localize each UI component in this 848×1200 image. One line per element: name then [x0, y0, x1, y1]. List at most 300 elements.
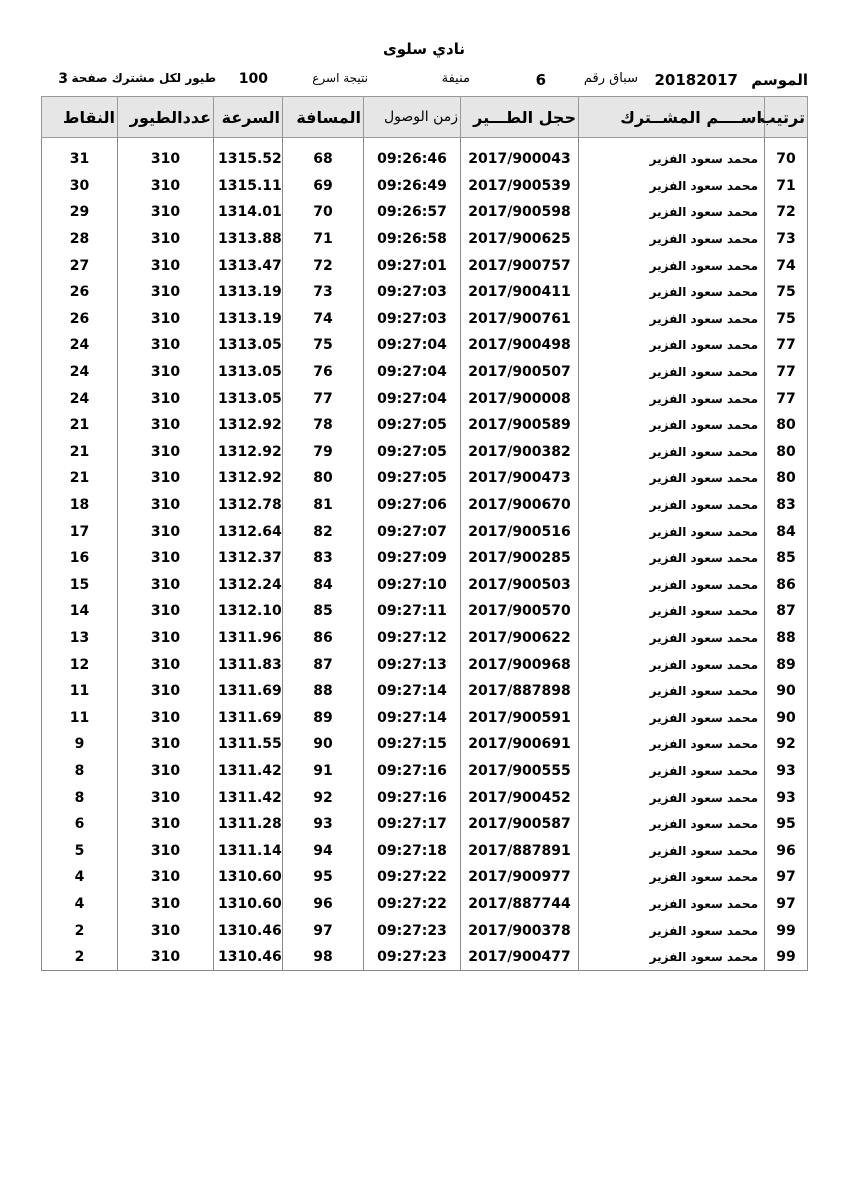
cell-rank: 90 [765, 704, 808, 731]
cell-ring: 2017/900452 [461, 784, 579, 811]
cell-rank: 83 [765, 492, 808, 519]
cell-ring: 2017/900008 [461, 385, 579, 412]
cell-rank: 77 [765, 332, 808, 359]
table-row [42, 811, 808, 838]
cell-participant-name: محمد سعود الفزير [579, 518, 765, 545]
cell-speed: 1311.83 [214, 651, 283, 678]
cell-participant-name: محمد سعود الفزير [579, 784, 765, 811]
table-row [42, 917, 808, 944]
cell-points: 4 [42, 864, 118, 891]
cell-distance: 78 [283, 412, 364, 439]
table-row [42, 944, 808, 971]
cell-rank: 80 [765, 465, 808, 492]
cell-points: 28 [42, 226, 118, 253]
cell-arrival-time: 09:27:22 [364, 864, 461, 891]
cell-arrival-time: 09:27:06 [364, 492, 461, 519]
cell-ring: 2017/900691 [461, 731, 579, 758]
cell-bird-count: 310 [118, 173, 214, 200]
cell-points: 29 [42, 199, 118, 226]
cell-bird-count: 310 [118, 412, 214, 439]
cell-bird-count: 310 [118, 731, 214, 758]
cell-ring: 2017/900625 [461, 226, 579, 253]
cell-points: 9 [42, 731, 118, 758]
cell-ring: 2017/900498 [461, 332, 579, 359]
table-row [42, 412, 808, 439]
table-row [42, 864, 808, 891]
cell-speed: 1313.05 [214, 359, 283, 386]
cell-speed: 1315.52 [214, 146, 283, 173]
cell-points: 11 [42, 678, 118, 705]
cell-participant-name: محمد سعود الفزير [579, 226, 765, 253]
cell-bird-count: 310 [118, 811, 214, 838]
cell-rank: 97 [765, 891, 808, 918]
cell-speed: 1312.92 [214, 439, 283, 466]
cell-speed: 1311.42 [214, 758, 283, 785]
cell-ring: 2017/900570 [461, 598, 579, 625]
cell-bird-count: 310 [118, 252, 214, 279]
cell-rank: 95 [765, 811, 808, 838]
cell-rank: 84 [765, 518, 808, 545]
cell-arrival-time: 09:27:15 [364, 731, 461, 758]
table-row [42, 598, 808, 625]
cell-arrival-time: 09:27:05 [364, 439, 461, 466]
cell-arrival-time: 09:27:16 [364, 758, 461, 785]
cell-speed: 1310.46 [214, 917, 283, 944]
table-row [42, 146, 808, 173]
race-label: سباق رقم [583, 71, 638, 86]
cell-arrival-time: 09:27:03 [364, 306, 461, 333]
cell-participant-name: محمد سعود الفزير [579, 864, 765, 891]
cell-arrival-time: 09:27:17 [364, 811, 461, 838]
cell-speed: 1313.05 [214, 385, 283, 412]
cell-distance: 95 [283, 864, 364, 891]
cell-bird-count: 310 [118, 572, 214, 599]
cell-arrival-time: 09:27:23 [364, 944, 461, 971]
cell-arrival-time: 09:27:09 [364, 545, 461, 572]
race-info-bar [40, 71, 808, 91]
cell-participant-name: محمد سعود الفزير [579, 332, 765, 359]
season-value: 20182017 [654, 71, 738, 89]
cell-rank: 77 [765, 359, 808, 386]
cell-participant-name: محمد سعود الفزير [579, 173, 765, 200]
cell-ring: 2017/900977 [461, 864, 579, 891]
cell-distance: 70 [283, 199, 364, 226]
cell-arrival-time: 09:27:04 [364, 359, 461, 386]
table-row [42, 891, 808, 918]
cell-ring: 2017/887891 [461, 837, 579, 864]
cell-points: 14 [42, 598, 118, 625]
cell-rank: 80 [765, 439, 808, 466]
cell-distance: 97 [283, 917, 364, 944]
cell-speed: 1311.28 [214, 811, 283, 838]
cell-bird-count: 310 [118, 492, 214, 519]
cell-points: 27 [42, 252, 118, 279]
cell-ring: 2017/900382 [461, 439, 579, 466]
cell-participant-name: محمد سعود الفزير [579, 306, 765, 333]
spacer-row [42, 138, 808, 147]
cell-participant-name: محمد سعود الفزير [579, 598, 765, 625]
cell-points: 24 [42, 332, 118, 359]
cell-speed: 1311.42 [214, 784, 283, 811]
cell-bird-count: 310 [118, 226, 214, 253]
cell-ring: 2017/900587 [461, 811, 579, 838]
cell-ring: 2017/900378 [461, 917, 579, 944]
cell-participant-name: محمد سعود الفزير [579, 492, 765, 519]
cell-points: 2 [42, 944, 118, 971]
cell-arrival-time: 09:27:05 [364, 465, 461, 492]
cell-arrival-time: 09:26:49 [364, 173, 461, 200]
col-rank: ترتيب [765, 97, 808, 138]
table-row [42, 731, 808, 758]
cell-points: 16 [42, 545, 118, 572]
cell-rank: 99 [765, 944, 808, 971]
cell-rank: 90 [765, 678, 808, 705]
cell-bird-count: 310 [118, 439, 214, 466]
table-row [42, 199, 808, 226]
table-row [42, 784, 808, 811]
cell-points: 24 [42, 359, 118, 386]
cell-arrival-time: 09:27:14 [364, 678, 461, 705]
cell-points: 11 [42, 704, 118, 731]
cell-ring: 2017/900507 [461, 359, 579, 386]
cell-ring: 2017/900622 [461, 625, 579, 652]
cell-points: 26 [42, 306, 118, 333]
cell-participant-name: محمد سعود الفزير [579, 651, 765, 678]
cell-rank: 75 [765, 279, 808, 306]
cell-speed: 1313.19 [214, 279, 283, 306]
cell-rank: 89 [765, 651, 808, 678]
cell-participant-name: محمد سعود الفزير [579, 439, 765, 466]
cell-participant-name: محمد سعود الفزير [579, 837, 765, 864]
cell-arrival-time: 09:27:03 [364, 279, 461, 306]
race-location: منيفة [441, 71, 470, 86]
cell-arrival-time: 09:27:05 [364, 412, 461, 439]
cell-bird-count: 310 [118, 891, 214, 918]
cell-rank: 93 [765, 784, 808, 811]
cell-distance: 82 [283, 518, 364, 545]
table-row [42, 359, 808, 386]
cell-arrival-time: 09:27:22 [364, 891, 461, 918]
cell-bird-count: 310 [118, 359, 214, 386]
cell-rank: 74 [765, 252, 808, 279]
col-points: النقاط [42, 97, 118, 138]
cell-arrival-time: 09:27:04 [364, 332, 461, 359]
cell-bird-count: 310 [118, 465, 214, 492]
cell-points: 8 [42, 758, 118, 785]
cell-distance: 73 [283, 279, 364, 306]
cell-ring: 2017/900589 [461, 412, 579, 439]
cell-arrival-time: 09:27:04 [364, 385, 461, 412]
col-speed: السرعة [214, 97, 283, 138]
cell-arrival-time: 09:27:13 [364, 651, 461, 678]
cell-speed: 1312.92 [214, 412, 283, 439]
cell-bird-count: 310 [118, 704, 214, 731]
cell-distance: 77 [283, 385, 364, 412]
cell-rank: 80 [765, 412, 808, 439]
cell-distance: 81 [283, 492, 364, 519]
cell-bird-count: 310 [118, 917, 214, 944]
cell-participant-name: محمد سعود الفزير [579, 385, 765, 412]
col-ring: حجل الطـــير [461, 97, 579, 138]
cell-points: 18 [42, 492, 118, 519]
cell-bird-count: 310 [118, 758, 214, 785]
table-row [42, 306, 808, 333]
cell-speed: 1313.47 [214, 252, 283, 279]
cell-rank: 87 [765, 598, 808, 625]
cell-points: 13 [42, 625, 118, 652]
cell-ring: 2017/887898 [461, 678, 579, 705]
cell-ring: 2017/900285 [461, 545, 579, 572]
table-row [42, 252, 808, 279]
table-row [42, 651, 808, 678]
cell-participant-name: محمد سعود الفزير [579, 572, 765, 599]
cell-speed: 1312.92 [214, 465, 283, 492]
cell-distance: 98 [283, 944, 364, 971]
cell-participant-name: محمد سعود الفزير [579, 465, 765, 492]
cell-bird-count: 310 [118, 784, 214, 811]
table-row [42, 518, 808, 545]
cell-points: 15 [42, 572, 118, 599]
table-row [42, 465, 808, 492]
race-number: 6 [535, 71, 546, 89]
cell-speed: 1311.69 [214, 704, 283, 731]
cell-speed: 1311.96 [214, 625, 283, 652]
cell-bird-count: 310 [118, 199, 214, 226]
cell-ring: 2017/900411 [461, 279, 579, 306]
table-header-row [42, 97, 808, 138]
cell-arrival-time: 09:27:12 [364, 625, 461, 652]
cell-points: 21 [42, 412, 118, 439]
cell-rank: 99 [765, 917, 808, 944]
cell-bird-count: 310 [118, 678, 214, 705]
cell-speed: 1313.88 [214, 226, 283, 253]
cell-bird-count: 310 [118, 518, 214, 545]
cell-participant-name: محمد سعود الفزير [579, 758, 765, 785]
cell-ring: 2017/900761 [461, 306, 579, 333]
cell-bird-count: 310 [118, 864, 214, 891]
cell-participant-name: محمد سعود الفزير [579, 625, 765, 652]
cell-distance: 75 [283, 332, 364, 359]
table-row [42, 439, 808, 466]
table-row [42, 837, 808, 864]
cell-speed: 1311.69 [214, 678, 283, 705]
cell-arrival-time: 09:27:18 [364, 837, 461, 864]
cell-rank: 75 [765, 306, 808, 333]
cell-distance: 88 [283, 678, 364, 705]
cell-rank: 86 [765, 572, 808, 599]
cell-speed: 1312.37 [214, 545, 283, 572]
cell-points: 17 [42, 518, 118, 545]
cell-participant-name: محمد سعود الفزير [579, 891, 765, 918]
table-row [42, 173, 808, 200]
table-row [42, 758, 808, 785]
cell-distance: 68 [283, 146, 364, 173]
cell-rank: 71 [765, 173, 808, 200]
table-row [42, 625, 808, 652]
cell-points: 31 [42, 146, 118, 173]
result-count: 100 [238, 71, 268, 87]
cell-rank: 73 [765, 226, 808, 253]
table-row [42, 226, 808, 253]
cell-ring: 2017/887744 [461, 891, 579, 918]
cell-bird-count: 310 [118, 625, 214, 652]
cell-speed: 1313.05 [214, 332, 283, 359]
cell-points: 5 [42, 837, 118, 864]
cell-distance: 80 [283, 465, 364, 492]
cell-bird-count: 310 [118, 385, 214, 412]
cell-participant-name: محمد سعود الفزير [579, 545, 765, 572]
cell-distance: 94 [283, 837, 364, 864]
table-row [42, 385, 808, 412]
table-row [42, 678, 808, 705]
cell-speed: 1310.46 [214, 944, 283, 971]
col-distance: المسافة [283, 97, 364, 138]
cell-points: 6 [42, 811, 118, 838]
cell-participant-name: محمد سعود الفزير [579, 731, 765, 758]
cell-speed: 1310.60 [214, 864, 283, 891]
table-row [42, 572, 808, 599]
cell-participant-name: محمد سعود الفزير [579, 811, 765, 838]
birds-per-member-label: طيور لكل مشترك صفحة [71, 71, 216, 85]
cell-participant-name: محمد سعود الفزير [579, 199, 765, 226]
result-label: نتيجة اسرع [312, 71, 368, 85]
col-arrival-time: زمن الوصول [364, 97, 461, 138]
cell-arrival-time: 09:27:14 [364, 704, 461, 731]
cell-distance: 96 [283, 891, 364, 918]
cell-points: 24 [42, 385, 118, 412]
cell-distance: 79 [283, 439, 364, 466]
cell-distance: 74 [283, 306, 364, 333]
cell-points: 12 [42, 651, 118, 678]
cell-speed: 1314.01 [214, 199, 283, 226]
cell-distance: 85 [283, 598, 364, 625]
cell-bird-count: 310 [118, 279, 214, 306]
cell-rank: 92 [765, 731, 808, 758]
results-table [41, 96, 808, 971]
cell-ring: 2017/900757 [461, 252, 579, 279]
cell-points: 26 [42, 279, 118, 306]
cell-speed: 1312.24 [214, 572, 283, 599]
col-bird-count: عددالطيور [118, 97, 214, 138]
cell-distance: 93 [283, 811, 364, 838]
cell-rank: 96 [765, 837, 808, 864]
cell-points: 4 [42, 891, 118, 918]
cell-points: 21 [42, 465, 118, 492]
cell-points: 8 [42, 784, 118, 811]
cell-ring: 2017/900670 [461, 492, 579, 519]
cell-rank: 77 [765, 385, 808, 412]
cell-arrival-time: 09:27:01 [364, 252, 461, 279]
table-row [42, 545, 808, 572]
cell-ring: 2017/900503 [461, 572, 579, 599]
cell-participant-name: محمد سعود الفزير [579, 917, 765, 944]
cell-distance: 69 [283, 173, 364, 200]
cell-points: 2 [42, 917, 118, 944]
cell-arrival-time: 09:26:57 [364, 199, 461, 226]
cell-ring: 2017/900555 [461, 758, 579, 785]
cell-arrival-time: 09:26:58 [364, 226, 461, 253]
cell-ring: 2017/900539 [461, 173, 579, 200]
cell-participant-name: محمد سعود الفزير [579, 412, 765, 439]
cell-rank: 97 [765, 864, 808, 891]
cell-arrival-time: 09:27:16 [364, 784, 461, 811]
cell-distance: 83 [283, 545, 364, 572]
cell-rank: 70 [765, 146, 808, 173]
cell-bird-count: 310 [118, 598, 214, 625]
cell-arrival-time: 09:26:46 [364, 146, 461, 173]
cell-distance: 84 [283, 572, 364, 599]
cell-ring: 2017/900968 [461, 651, 579, 678]
cell-distance: 72 [283, 252, 364, 279]
cell-ring: 2017/900477 [461, 944, 579, 971]
cell-speed: 1310.60 [214, 891, 283, 918]
table-row [42, 279, 808, 306]
page-number: 3 [58, 71, 68, 87]
cell-participant-name: محمد سعود الفزير [579, 252, 765, 279]
cell-ring: 2017/900473 [461, 465, 579, 492]
col-participant-name: اســــم المشــترك [579, 97, 765, 138]
cell-distance: 92 [283, 784, 364, 811]
cell-bird-count: 310 [118, 306, 214, 333]
cell-ring: 2017/900043 [461, 146, 579, 173]
cell-rank: 93 [765, 758, 808, 785]
cell-participant-name: محمد سعود الفزير [579, 359, 765, 386]
cell-participant-name: محمد سعود الفزير [579, 944, 765, 971]
cell-distance: 87 [283, 651, 364, 678]
cell-distance: 76 [283, 359, 364, 386]
season-label: الموسم [751, 71, 808, 89]
cell-speed: 1311.55 [214, 731, 283, 758]
cell-bird-count: 310 [118, 332, 214, 359]
cell-speed: 1313.19 [214, 306, 283, 333]
cell-speed: 1312.78 [214, 492, 283, 519]
cell-arrival-time: 09:27:10 [364, 572, 461, 599]
cell-distance: 86 [283, 625, 364, 652]
cell-rank: 88 [765, 625, 808, 652]
cell-bird-count: 310 [118, 837, 214, 864]
cell-participant-name: محمد سعود الفزير [579, 678, 765, 705]
cell-participant-name: محمد سعود الفزير [579, 704, 765, 731]
cell-speed: 1315.11 [214, 173, 283, 200]
cell-rank: 72 [765, 199, 808, 226]
cell-bird-count: 310 [118, 545, 214, 572]
cell-distance: 89 [283, 704, 364, 731]
club-title: نادي سلوى [383, 40, 465, 58]
cell-arrival-time: 09:27:11 [364, 598, 461, 625]
cell-bird-count: 310 [118, 944, 214, 971]
cell-bird-count: 310 [118, 651, 214, 678]
cell-rank: 85 [765, 545, 808, 572]
cell-arrival-time: 09:27:07 [364, 518, 461, 545]
cell-points: 21 [42, 439, 118, 466]
cell-points: 30 [42, 173, 118, 200]
cell-speed: 1312.64 [214, 518, 283, 545]
table-row [42, 332, 808, 359]
cell-ring: 2017/900591 [461, 704, 579, 731]
cell-ring: 2017/900516 [461, 518, 579, 545]
cell-speed: 1311.14 [214, 837, 283, 864]
cell-participant-name: محمد سعود الفزير [579, 146, 765, 173]
cell-distance: 91 [283, 758, 364, 785]
cell-bird-count: 310 [118, 146, 214, 173]
cell-distance: 90 [283, 731, 364, 758]
cell-ring: 2017/900598 [461, 199, 579, 226]
cell-speed: 1312.10 [214, 598, 283, 625]
cell-distance: 71 [283, 226, 364, 253]
cell-arrival-time: 09:27:23 [364, 917, 461, 944]
cell-participant-name: محمد سعود الفزير [579, 279, 765, 306]
table-row [42, 704, 808, 731]
